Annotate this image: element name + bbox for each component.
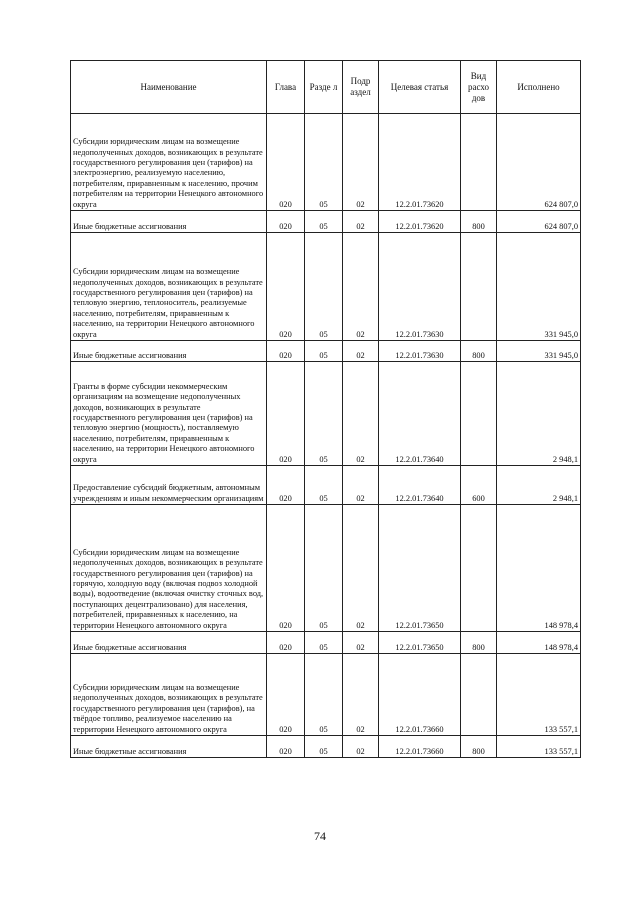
row-name: Иные бюджетные ассигнования (71, 341, 267, 362)
row-chapter: 020 (267, 362, 305, 466)
row-chapter: 020 (267, 114, 305, 211)
row-expense-type: 800 (461, 736, 497, 758)
row-section: 05 (305, 341, 343, 362)
row-executed: 133 557,1 (497, 654, 581, 736)
row-chapter: 020 (267, 233, 305, 341)
row-section: 05 (305, 654, 343, 736)
row-subsection: 02 (343, 466, 379, 505)
row-target: 12.2.01.73640 (379, 466, 461, 505)
row-executed: 331 945,0 (497, 341, 581, 362)
row-chapter: 020 (267, 736, 305, 758)
table-row (71, 632, 581, 654)
table-row (71, 466, 581, 505)
row-name: Субсидии юридическим лицам на возмещение недополученных доходов, возникающих в результате государственного регулирования цен (тарифов) на электроэнергию, реализуемую населению, потребителям, приравненным к населению, прочим потребителям на территории Ненецкого автономного округа (71, 114, 267, 211)
row-subsection: 02 (343, 341, 379, 362)
header-subsection: Подр аздел (343, 61, 379, 114)
table-row (71, 362, 581, 466)
row-expense-type (461, 362, 497, 466)
header-chapter: Глава (267, 61, 305, 114)
row-subsection: 02 (343, 505, 379, 632)
row-name: Иные бюджетные ассигнования (71, 736, 267, 758)
row-section: 05 (305, 114, 343, 211)
row-name: Субсидии юридическим лицам на возмещение недополученных доходов, возникающих в результате государственного регулирования цен (тарифов) на тепловую энергию, теплоноситель, реализуемые населению, потребителям, приравненным к населению, на территории Ненецкого автономного округа (71, 233, 267, 341)
row-expense-type: 800 (461, 211, 497, 233)
table-row (71, 505, 581, 632)
row-executed: 624 807,0 (497, 211, 581, 233)
row-target: 12.2.01.73640 (379, 362, 461, 466)
table-row (71, 211, 581, 233)
row-name: Иные бюджетные ассигнования (71, 211, 267, 233)
row-executed: 2 948,1 (497, 362, 581, 466)
row-executed: 133 557,1 (497, 736, 581, 758)
row-section: 05 (305, 211, 343, 233)
row-target: 12.2.01.73620 (379, 114, 461, 211)
row-subsection: 02 (343, 114, 379, 211)
row-expense-type (461, 233, 497, 341)
row-chapter: 020 (267, 632, 305, 654)
row-target: 12.2.01.73620 (379, 211, 461, 233)
row-name: Иные бюджетные ассигнования (71, 632, 267, 654)
row-expense-type (461, 114, 497, 211)
row-expense-type (461, 654, 497, 736)
row-chapter: 020 (267, 466, 305, 505)
row-target: 12.2.01.73650 (379, 505, 461, 632)
row-subsection: 02 (343, 632, 379, 654)
header-expense-type: Вид расхо дов (461, 61, 497, 114)
row-target: 12.2.01.73660 (379, 736, 461, 758)
row-target: 12.2.01.73630 (379, 233, 461, 341)
row-chapter: 020 (267, 505, 305, 632)
page-number: 74 (314, 829, 326, 843)
row-section: 05 (305, 736, 343, 758)
table-row (71, 654, 581, 736)
row-subsection: 02 (343, 233, 379, 341)
row-expense-type: 800 (461, 341, 497, 362)
header-section: Разде л (305, 61, 343, 114)
row-section: 05 (305, 466, 343, 505)
header-name: Наименование (71, 61, 267, 114)
row-executed: 148 978,4 (497, 632, 581, 654)
row-executed: 2 948,1 (497, 466, 581, 505)
table-row (71, 114, 581, 211)
table-row (71, 736, 581, 758)
row-name: Гранты в форме субсидии некоммерческим организациям на возмещение недополученных доходов, возникающих в результате государственного регулирования цен (тарифов) на тепловую энергию (мощность), поставляемую населению, потребителям, приравненным к населению, на территории Ненецкого автономного округа (71, 362, 267, 466)
header-target: Целевая статья (379, 61, 461, 114)
row-expense-type: 800 (461, 632, 497, 654)
row-expense-type: 600 (461, 466, 497, 505)
row-name: Субсидии юридическим лицам на возмещение недополученных доходов, возникающих в результате государственного регулирования цен (тарифов) на горячую, холодную воду (включая подвоз холодной воды), водоотведение (включая очистку сточных вод, поступающих децентрализовано) для населения, потребителей, приравненных к населению, на территории Ненецкого автономного округа (71, 505, 267, 632)
row-name: Предоставление субсидий бюджетным, автономным учреждениям и иным некоммерческим организациям (71, 466, 267, 505)
row-section: 05 (305, 362, 343, 466)
row-subsection: 02 (343, 736, 379, 758)
row-chapter: 020 (267, 211, 305, 233)
row-section: 05 (305, 632, 343, 654)
row-section: 05 (305, 505, 343, 632)
row-target: 12.2.01.73630 (379, 341, 461, 362)
header-executed: Исполнено (497, 61, 581, 114)
row-target: 12.2.01.73660 (379, 654, 461, 736)
row-name: Субсидии юридическим лицам на возмещение недополученных доходов, возникающих в результате государственного регулирования цен (тарифов), на твёрдое топливо, реализуемое населению на территории Ненецкого автономного округа (71, 654, 267, 736)
table-header-row (71, 61, 581, 114)
row-executed: 624 807,0 (497, 114, 581, 211)
row-subsection: 02 (343, 211, 379, 233)
row-section: 05 (305, 233, 343, 341)
row-executed: 148 978,4 (497, 505, 581, 632)
budget-table (70, 60, 581, 758)
row-chapter: 020 (267, 654, 305, 736)
row-target: 12.2.01.73650 (379, 632, 461, 654)
row-subsection: 02 (343, 362, 379, 466)
row-executed: 331 945,0 (497, 233, 581, 341)
row-subsection: 02 (343, 654, 379, 736)
table-row (71, 233, 581, 341)
row-expense-type (461, 505, 497, 632)
table-row (71, 341, 581, 362)
row-chapter: 020 (267, 341, 305, 362)
